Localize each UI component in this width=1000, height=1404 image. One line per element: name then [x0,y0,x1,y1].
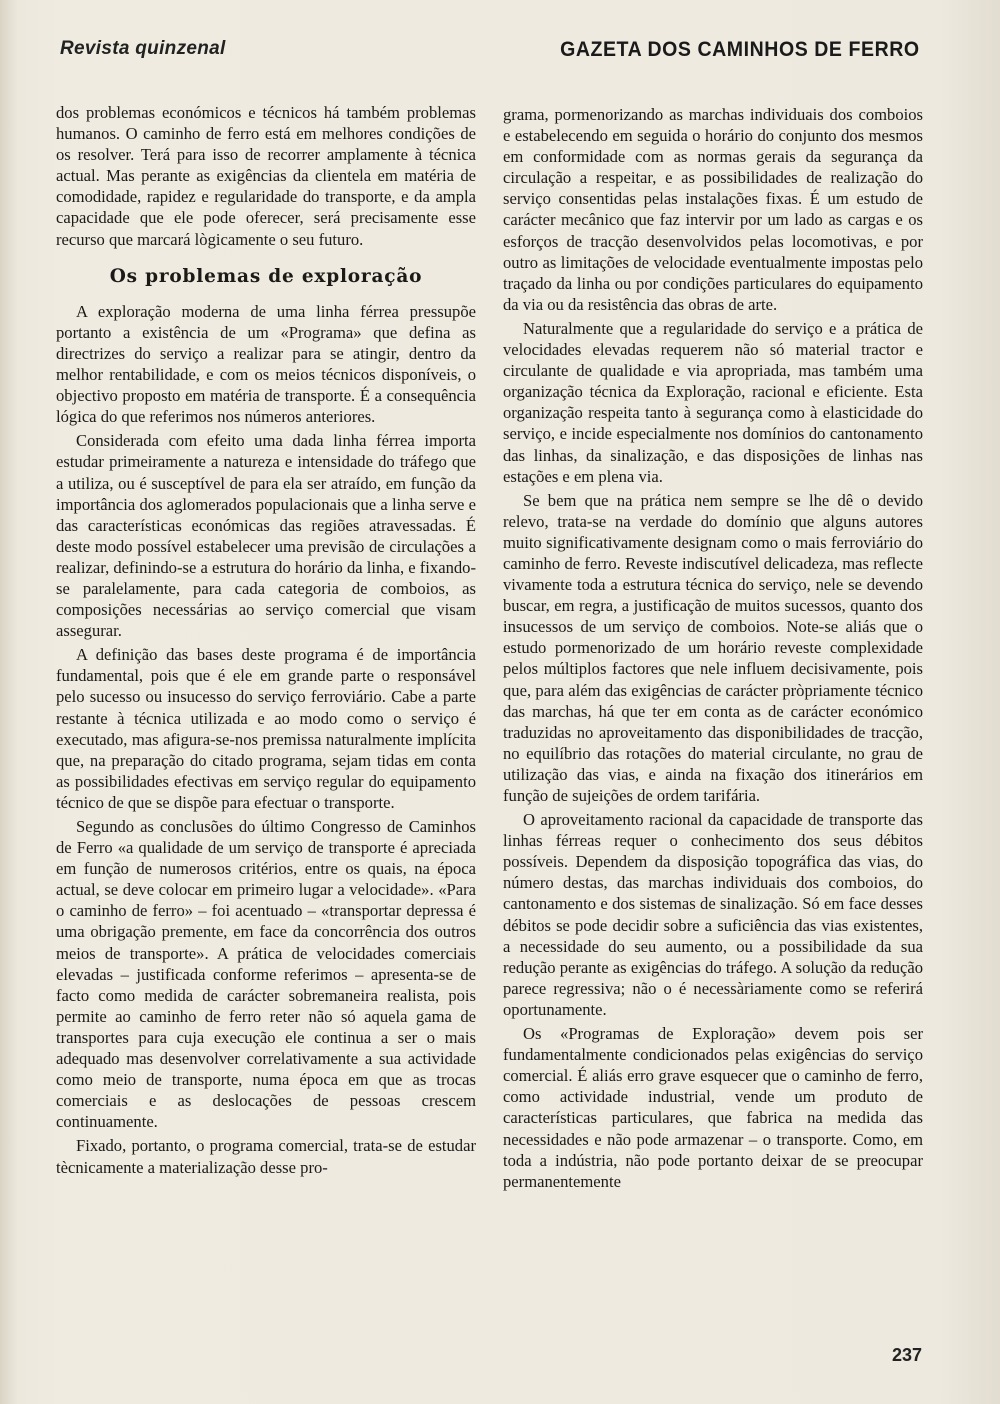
paragraph: Considerada com efeito uma dada linha férrea importa estudar primeiramente a natureza e intensidade do tráfego que a utiliza, ou é susceptível de para ela ser atraído, em função da importância dos aglomerados populacionais que a linha serve e das características económicas das regiões atravessadas. É deste modo possível estabelecer uma previsão de circulações a realizar, definindo-se a estrutura do horário da linha, e fixando-se paralelamente, para cada categoria de comboios, as composições necessárias ao serviço comercial que visam assegurar. [56,431,476,641]
paragraph: A exploração moderna de uma linha férrea pressupõe portanto a existência de um «Programa» que defina as directrizes do serviço a realizar para se atingir, dentro da melhor rentabilidade, e com os meios técnicos disponíveis, o objectivo proposto em matéria de transporte. É a consequência lógica do que referimos nos números anteriores. [56,301,476,427]
paragraph: Fixado, portanto, o programa comercial, trata-se de estudar tècnicamente a materialização desse pro- [56,1136,476,1177]
paragraph: Segundo as conclusões do último Congresso de Caminhos de Ferro «a qualidade de um serviço de transporte é apreciada em função de numerosos critérios, entre os quais, na época actual, se deve colocar em primeiro lugar a velocidade». «Para o caminho de ferro» – foi acentuado – «transportar depressa é uma obrigação premente, em face da concorrência dos outros meios de transporte». A prática de velocidades comerciais elevadas – justificada conforme referimos – apresenta-se de facto como medida de carácter sobremaneira realista, pois permite ao caminho de ferro reter não só aquela gama de transportes para cuja execução ele continua a ser o mais adequado mas desenvolver correlativamente a sua actividade como meio de transporte, numa época em que as trocas comerciais e as deslocações de pessoas crescem continuamente. [56,817,476,1132]
paragraph: Naturalmente que a regularidade do serviço e a prática de velocidades elevadas requerem não só material tractor e circulante de qualidade e via apropriada, mas também uma organização técnica da Exploração, racional e eficiente. Esta organização respeita tanto à segurança como à elasticidade do serviço, e incide especialmente nos domínios do cantonamento das linhas, da sinalização, e das disposições de linhas nas estações e em plena via. [503,318,923,486]
running-header-title: GAZETA DOS CAMINHOS DE FERRO [560,38,920,61]
section-heading: Os problemas de exploração [109,265,423,287]
page-number: 237 [891,1345,922,1365]
paragraph: Os «Programas de Exploração» devem pois ser fundamentalmente condicionados pelas exigências do serviço comercial. É aliás erro grave esquecer que o caminho de ferro, como actividade industrial, vende um produto de características particulares, que fabrica na medida das necessidades e não pode armazenar – o transporte. Como, em toda a indústria, não pode portanto deixar de se preocupar permanentemente [503,1024,923,1191]
paragraph: grama, pormenorizando as marchas individuais dos comboios e estabelecendo em seguida o horário do conjunto dos mesmos em conformidade com as normas gerais da segurança da circulação a respeitar, e as possibilidades de realização do serviço consentidas pelas instalações fixas. É um estudo de carácter mecânico que faz intervir por um lado as cargas e os esforços de tracção desenvolvidos pelas locomotivas, e por outro as limitações de velocidade eventualmente impostas pelo traçado da linha ou por condições particulares do equipamento da via ou da resistência das obras de arte. [503,105,923,314]
paragraph: dos problemas económicos e técnicos há também problemas humanos. O caminho de ferro está em melhores condições de os resolver. Terá para isso de recorrer amplamente à técnica actual. Mas perante as exigências da clientela em matéria de comodidade, rapidez e regularidade do transporte, e da ampla capacidade que ele pode oferecer, será precisamente esse recurso que marcará lògicamente o seu futuro. [56,103,476,249]
right-column [503,104,923,1192]
paragraph: A definição das bases deste programa é de importância fundamental, pois que é ele em grande parte o responsável pelo sucesso ou insucesso do serviço ferroviário. Cabe a parte restante à técnica utilizada e ao modo como o serviço é executado, mas afigura-se-nos premissa naturalmente implícita que, na preparação do citado programa, sejam tidas em conta as possibilidades efectivas em serviço regular do equipamento técnico de que se dispõe para efectuar o transporte. [56,645,476,812]
running-header-left: Revista quinzenal [60,38,226,59]
left-column [56,102,476,1178]
paragraph: Se bem que na prática nem sempre se lhe dê o devido relevo, trata-se na verdade do domínio que alguns autores muito significativamente designam como o mais ferroviário do caminho de ferro. Reveste indiscutível delicadeza, mas reflecte vivamente toda a estrutura técnica do serviço, nele se devendo buscar, em regra, a justificação de muitos sucessos, quanto dos insucessos de um serviço de comboios. Note-se aliás que o estudo pormenorizado de um horário reveste complexidade pelos múltiplos factores que nele influem decisivamente, pois que, para além das exigências de carácter pròpriamente técnico das marchas, há que ter em conta as de carácter económico traduzidas no aproveitamento das disponibilidades de tracção, no equilíbrio das rotações do material circulante, no grau de utilização das vias, e ainda na fixação dos itinerários em função de sujeições de ordem tarifária. [503,490,923,805]
paragraph: O aproveitamento racional da capacidade de transporte das linhas férreas requer o conhecimento dos seus débitos possíveis. Dependem da disposição topográfica das vias, do número destas, das marchas individuais dos comboios, do cantonamento e dos sistemas de sinalização. Só em face desses débitos se pode decidir sobre a suficiência das vias existentes, a necessidade do seu aumento, ou a possibilidade da sua redução perante as exigências do tráfego. A solução da redução parece regressiva; não o é necessàriamente como se referirá oportunamente. [503,810,923,1019]
